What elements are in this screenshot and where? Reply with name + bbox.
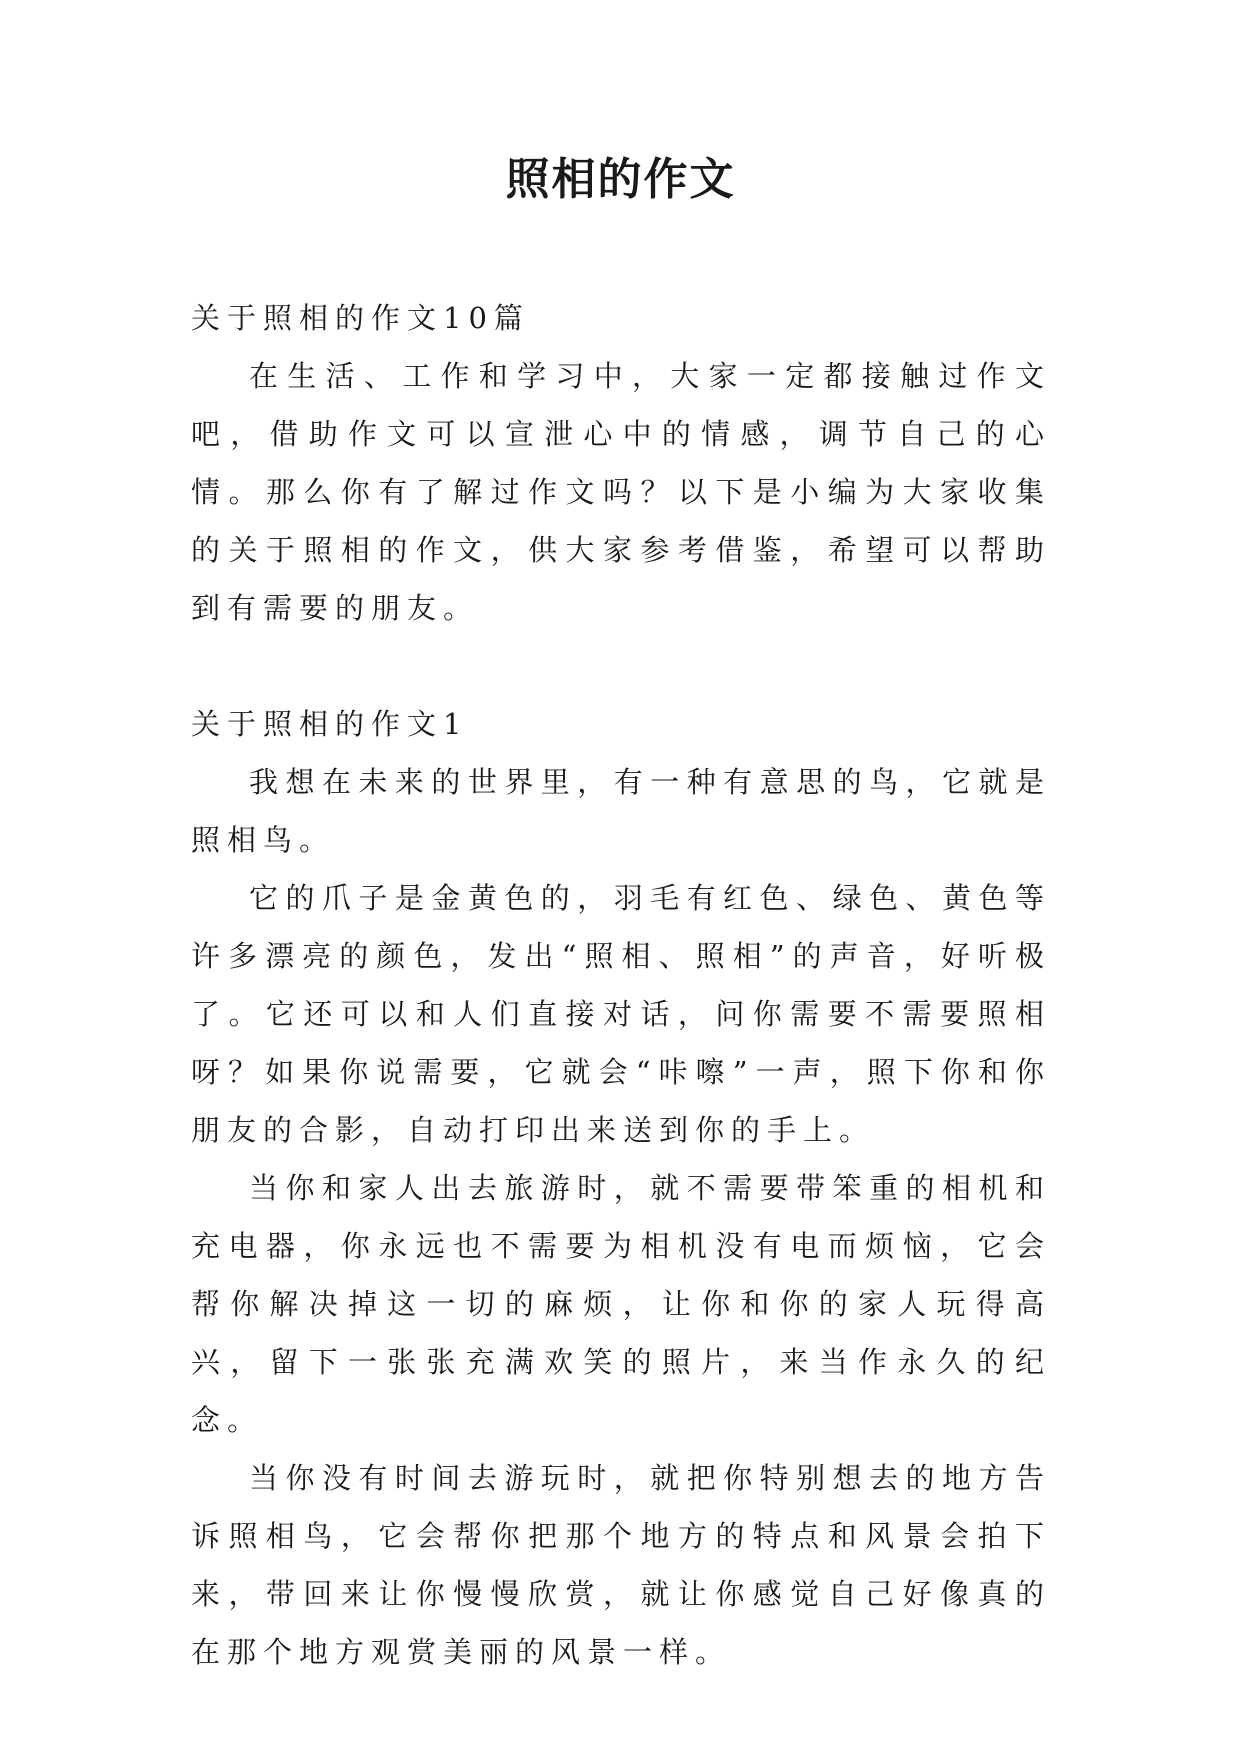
section-heading: 关于照相的作文1 — [191, 707, 469, 741]
essay-paragraph-1: 我想在未来的世界里，有一种有意思的鸟，它就是照相鸟。 — [191, 765, 1051, 857]
essay-paragraph-2: 它的爪子是金黄色的，羽毛有红色、绿色、黄色等许多漂亮的颜色，发出“照相、照相”的声音，好听极了。它还可以和人们直接对话，问你需要不需要照相呀？如果你说需要，它就会“咔嚓”一声，照下你和你朋友的合影，自动打印出来送到你的手上。 — [191, 881, 1051, 1147]
intro-heading: 关于照相的作文10篇 — [191, 301, 530, 335]
essay-paragraph-3: 当你和家人出去旅游时，就不需要带笨重的相机和充电器，你永远也不需要为相机没有电而烦恼，它会帮你解决掉这一切的麻烦，让你和你的家人玩得高兴，留下一张张充满欢笑的照片，来当作永久的纪念。 — [191, 1171, 1051, 1437]
document-title: 照相的作文 — [505, 154, 736, 205]
document-body — [191, 289, 1051, 1681]
essay-paragraph-4: 当你没有时间去游玩时，就把你特别想去的地方告诉照相鸟，它会帮你把那个地方的特点和风景会拍下来，带回来让你慢慢欣赏，就让你感觉自己好像真的在那个地方观赏美丽的风景一样。 — [191, 1461, 1051, 1669]
section-spacer — [191, 637, 1051, 695]
intro-paragraph: 在生活、工作和学习中，大家一定都接触过作文吧，借助作文可以宣泄心中的情感，调节自己的心情。那么你有了解过作文吗？以下是小编为大家收集的关于照相的作文，供大家参考借鉴，希望可以帮助到有需要的朋友。 — [191, 359, 1051, 625]
